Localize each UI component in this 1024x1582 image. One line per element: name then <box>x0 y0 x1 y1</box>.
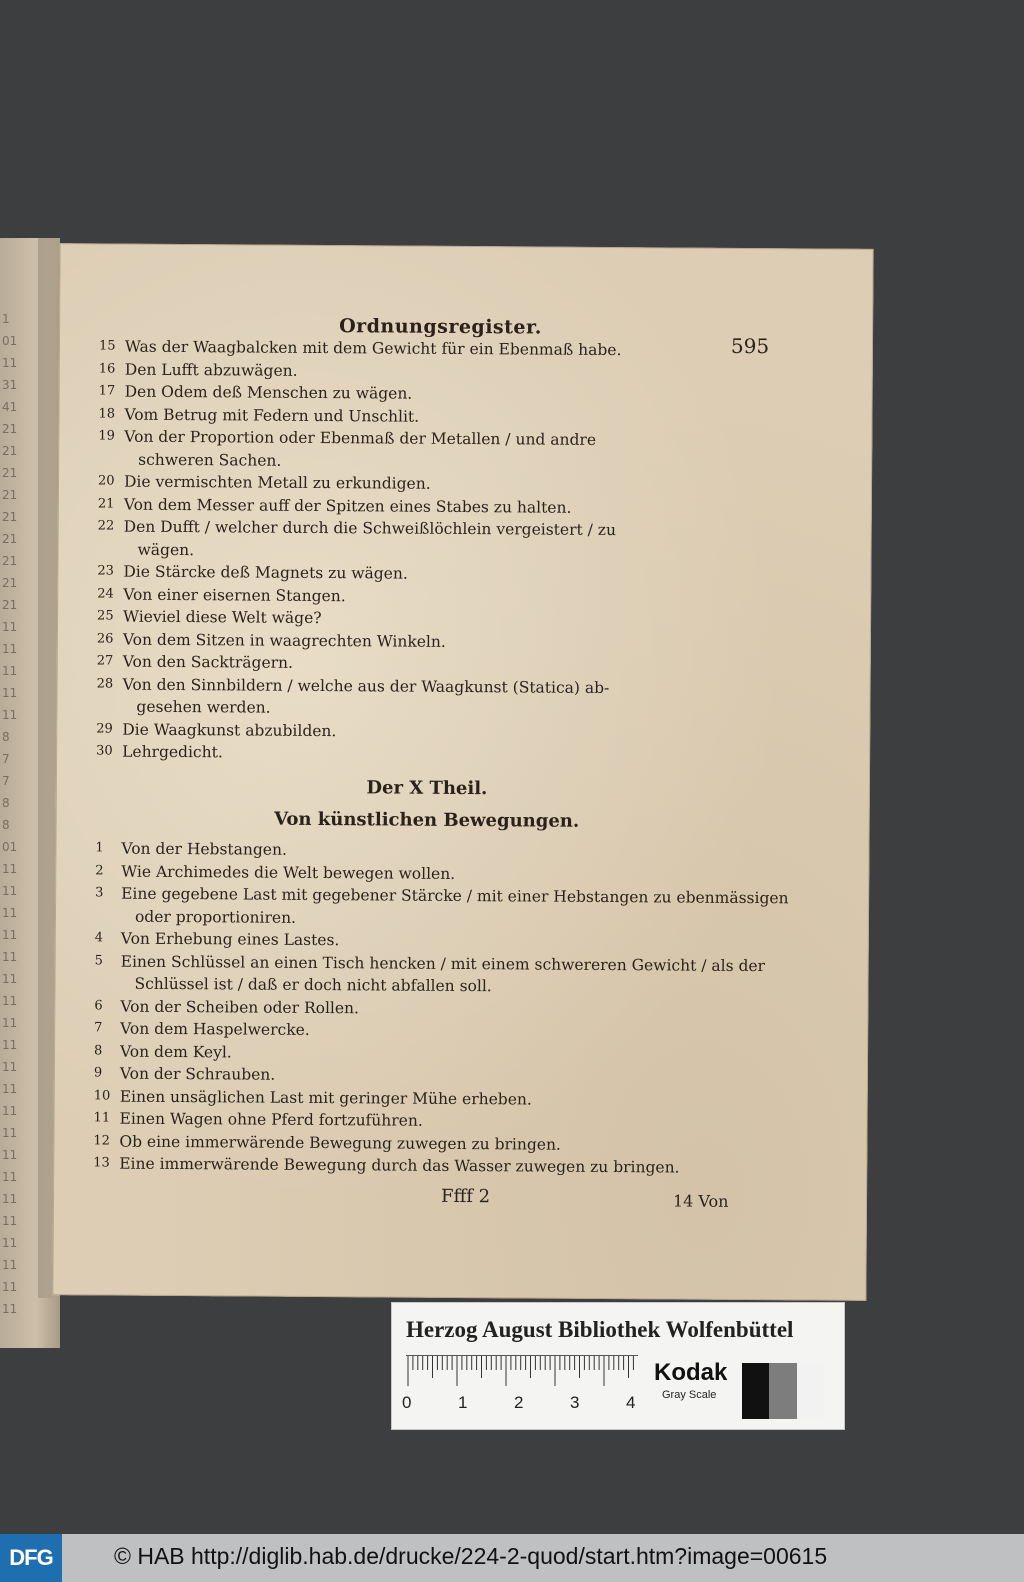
entry-number: 5 <box>94 952 104 968</box>
entry-continuation: gesehen werden. <box>136 697 271 717</box>
gray-scale-patches <box>742 1363 824 1419</box>
margin-number: 11 <box>2 1082 18 1096</box>
entry-text: Ob eine immerwärende Bewegung zuwegen zu bringen. <box>119 1132 561 1154</box>
index-entry <box>93 1152 773 1179</box>
entry-text: Die Stärcke deß Magnets zu wägen. <box>123 562 408 583</box>
entry-number: 17 <box>98 383 116 399</box>
ruler-label: 3 <box>570 1393 580 1412</box>
footer-bar <box>0 1534 1024 1582</box>
entry-text: Wie Archimedes die Welt bewegen wollen. <box>121 862 456 883</box>
entry-number: 11 <box>93 1110 111 1126</box>
margin-number: 21 <box>2 532 18 546</box>
entry-text: Von dem Messer auff der Spitzen eines Stabes zu halten. <box>123 495 572 517</box>
entry-number: 23 <box>97 563 114 579</box>
copyright-url[interactable]: © HAB http://diglib.hab.de/drucke/224-2-quod/start.htm?image=00615 <box>114 1543 828 1569</box>
margin-number: 01 <box>2 840 18 854</box>
part-title: Der X Theil. <box>366 777 488 800</box>
margin-number: 11 <box>2 664 18 678</box>
index-entry <box>97 515 777 565</box>
entry-text: Eine gegebene Last mit gegebener Stärcke / mit einer Hebstangen zu ebenmässigen <box>121 884 789 908</box>
entry-text: Von den Sackträgern. <box>122 652 294 672</box>
running-header: Ordnungsregister. <box>339 315 543 339</box>
entry-text: Von der Hebstangen. <box>121 839 287 859</box>
entry-number: 20 <box>97 473 115 489</box>
entry-number: 6 <box>94 997 103 1013</box>
margin-number: 11 <box>2 1214 18 1228</box>
margin-number: 11 <box>2 928 18 942</box>
index-entry <box>98 425 778 475</box>
entry-text: Von den Sinnbildern / welche aus der Waagkunst (Statica) ab- <box>122 675 610 697</box>
entry-number: 9 <box>93 1065 103 1081</box>
entry-number: 26 <box>96 630 114 647</box>
entry-number: 8 <box>93 1042 103 1058</box>
margin-number: 11 <box>2 950 18 964</box>
entry-number: 1 <box>95 840 104 856</box>
kodak-logo: Kodak <box>654 1359 728 1386</box>
page-content <box>75 277 789 1211</box>
entry-text: Die Waagkunst abzubilden. <box>122 720 337 740</box>
margin-number: 11 <box>2 1280 18 1294</box>
entry-text: Eine immerwärende Bewegung durch das Wasser zuwegen zu bringen. <box>119 1154 680 1177</box>
entry-number: 3 <box>95 885 104 901</box>
margin-number: 8 <box>2 818 10 832</box>
page-number: 595 <box>730 333 770 359</box>
entry-continuation: wägen. <box>137 540 195 559</box>
part-subtitle: Von künstlichen Bewegungen. <box>274 808 580 832</box>
margin-number: 11 <box>2 1192 18 1206</box>
entry-text: Die vermischten Metall zu erkundigen. <box>123 472 431 493</box>
margin-number: 11 <box>2 1148 18 1162</box>
margin-number: 1 <box>2 312 10 326</box>
entry-number: 16 <box>98 360 116 377</box>
signature-mark: Ffff 2 <box>440 1185 491 1208</box>
margin-number: 21 <box>2 466 18 480</box>
margin-number: 21 <box>2 576 18 590</box>
margin-number: 11 <box>2 994 18 1008</box>
gray-patch <box>797 1363 824 1419</box>
margin-number: 11 <box>2 862 18 876</box>
entry-number: 18 <box>98 405 116 422</box>
ruler-label: 4 <box>626 1393 636 1412</box>
scanned-page <box>52 243 873 1301</box>
margin-number: 11 <box>2 972 18 986</box>
margin-number: 21 <box>2 510 18 524</box>
ruler-ticks <box>406 1356 638 1390</box>
entry-number: 15 <box>98 338 116 354</box>
index-entry <box>94 950 774 1000</box>
margin-number: 21 <box>2 422 18 436</box>
entry-continuation: oder proportioniren. <box>134 907 297 927</box>
entry-text: Einen Schlüssel an einen Tisch hencken / mit einem schwereren Gewicht / als der <box>120 952 766 975</box>
margin-number: 11 <box>2 708 18 722</box>
margin-number: 11 <box>2 686 18 700</box>
entry-number: 13 <box>93 1155 110 1171</box>
entry-text: Von einer eisernen Stangen. <box>123 585 346 605</box>
entry-text: Von dem Keyl. <box>119 1042 232 1061</box>
margin-number: 11 <box>2 906 18 920</box>
entry-text: Einen Wagen ohne Pferd fortzuführen. <box>119 1109 423 1130</box>
index-entry <box>96 740 776 767</box>
margin-number: 11 <box>2 1236 18 1250</box>
color-scale-card <box>391 1302 845 1430</box>
margin-number: 11 <box>2 1302 18 1316</box>
ruler <box>406 1355 638 1390</box>
index-entry <box>95 882 789 932</box>
ruler-label: 0 <box>402 1393 412 1412</box>
entry-continuation: Schlüssel ist / daß er doch nicht abfallen soll. <box>134 974 492 996</box>
margin-number: 21 <box>2 554 18 568</box>
index-entry <box>96 673 776 723</box>
margin-number: 11 <box>2 356 18 370</box>
margin-number: 8 <box>2 796 10 810</box>
entry-text: Wieviel diese Welt wäge? <box>123 607 322 628</box>
entry-number: 29 <box>96 720 113 737</box>
margin-number: 11 <box>2 620 18 634</box>
entry-text: Den Dufft / welcher durch die Schweißlöchlein vergeistert / zu <box>123 517 617 540</box>
entry-number: 24 <box>97 585 114 602</box>
entry-number: 28 <box>96 675 114 692</box>
margin-number: 21 <box>2 488 18 502</box>
margin-number: 11 <box>2 1038 18 1052</box>
entry-text: Den Lufft abzuwägen. <box>124 360 298 380</box>
entry-number: 7 <box>94 1020 103 1036</box>
margin-number: 8 <box>2 730 10 744</box>
ruler-label: 2 <box>514 1393 524 1412</box>
entry-number: 22 <box>97 518 115 534</box>
index-entries-part-10 <box>93 837 789 1179</box>
entry-text: Von der Schrauben. <box>119 1064 276 1084</box>
margin-number: 11 <box>2 1104 18 1118</box>
library-name: Herzog August Bibliothek Wolfenbüttel <box>406 1317 794 1342</box>
entry-text: Den Odem deß Menschen zu wägen. <box>124 382 413 403</box>
entry-number: 21 <box>97 495 115 512</box>
margin-number: 11 <box>2 884 18 898</box>
ruler-label: 1 <box>458 1393 468 1412</box>
entry-number: 19 <box>98 428 115 444</box>
entry-continuation: schweren Sachen. <box>138 450 282 470</box>
margin-number: 21 <box>2 444 18 458</box>
margin-number: 11 <box>2 642 18 656</box>
entry-text: Was der Waagbalcken mit dem Gewicht für ein Ebenmaß habe. <box>124 337 622 360</box>
margin-number: 41 <box>2 400 18 414</box>
entry-text: Von der Proportion oder Ebenmaß der Metallen / und andre <box>124 427 597 449</box>
entry-text: Von dem Sitzen in waagrechten Winkeln. <box>122 630 446 651</box>
margin-number: 11 <box>2 1060 18 1074</box>
entry-number: 27 <box>96 653 114 669</box>
entry-text: Einen unsäglichen Last mit geringer Mühe erheben. <box>119 1087 532 1108</box>
margin-number: 21 <box>2 598 18 612</box>
dfg-logo: DFG <box>0 1534 62 1582</box>
entry-number: 25 <box>97 608 114 624</box>
entry-number: 12 <box>93 1132 111 1149</box>
margin-number: 11 <box>2 1258 18 1272</box>
entry-text: Von Erhebung eines Lastes. <box>120 929 340 950</box>
entry-text: Lehrgedicht. <box>122 742 223 762</box>
margin-number: 01 <box>2 334 18 348</box>
gray-patch <box>769 1363 796 1419</box>
margin-number: 7 <box>2 752 10 766</box>
left-page-margin-numbers <box>2 308 20 1328</box>
entry-text: Von dem Haspelwercke. <box>120 1019 310 1039</box>
entry-number: 4 <box>94 930 104 946</box>
entry-text: Vom Betrug mit Federn und Unschlit. <box>124 405 420 426</box>
gray-patch <box>742 1363 769 1419</box>
margin-number: 7 <box>2 774 10 788</box>
entry-number: 2 <box>95 862 104 878</box>
entry-number: 10 <box>93 1087 111 1104</box>
entry-number: 30 <box>96 743 113 759</box>
margin-number: 11 <box>2 1170 18 1184</box>
margin-number: 11 <box>2 1016 18 1030</box>
entry-text: Von der Scheiben oder Rollen. <box>120 997 360 1017</box>
margin-number: 11 <box>2 1126 18 1140</box>
gray-scale-label: Gray Scale <box>662 1389 717 1401</box>
index-entries-part-9 <box>96 335 779 767</box>
catchword: 14 Von <box>672 1191 729 1211</box>
margin-number: 31 <box>2 378 18 392</box>
